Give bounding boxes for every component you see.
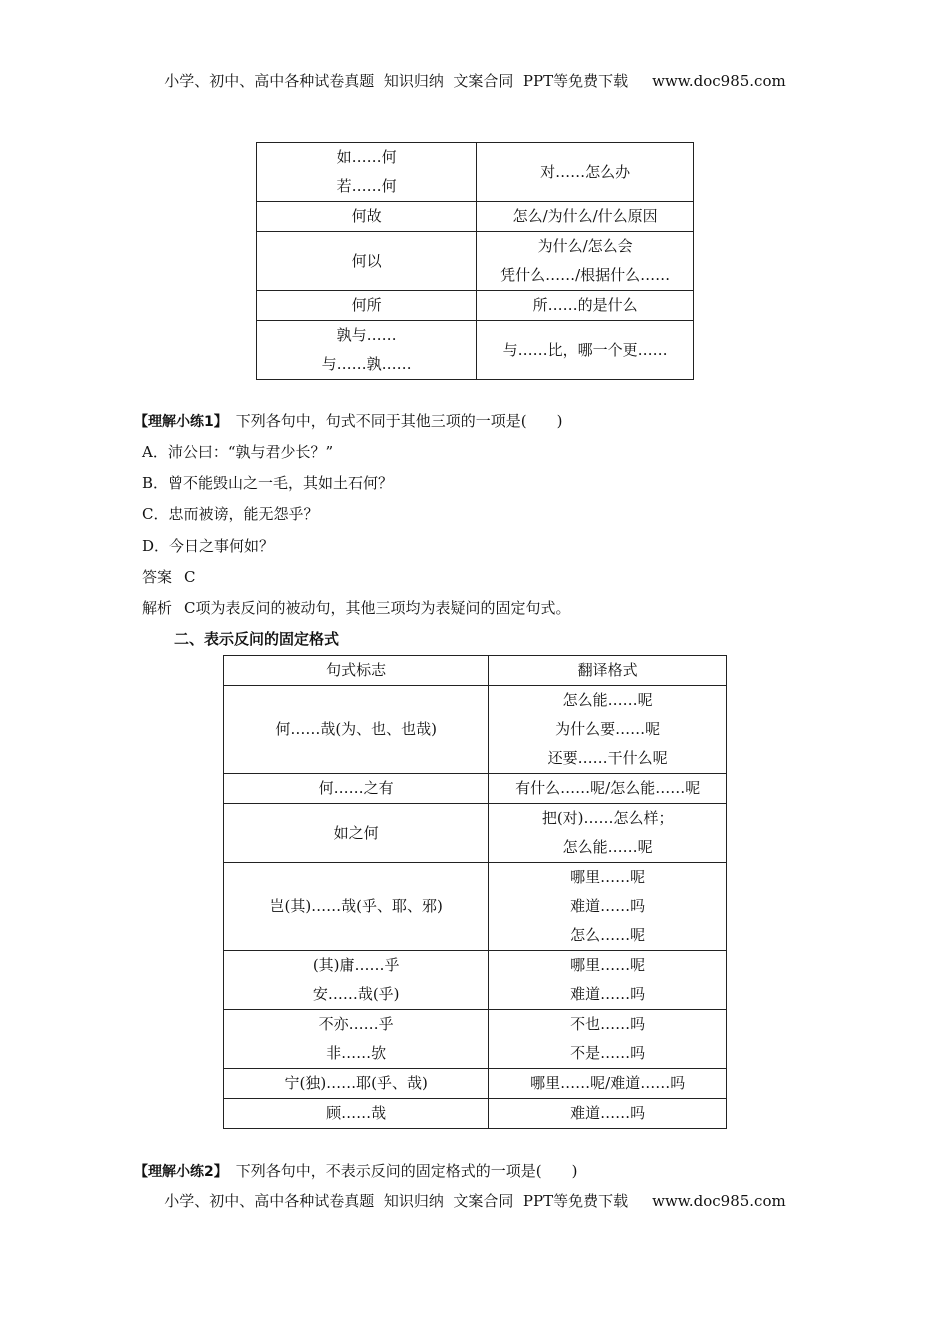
pattern-cell — [224, 1010, 489, 1069]
table-row — [257, 232, 694, 291]
pattern-cell — [224, 686, 489, 774]
exercise1-question-text: 下列各句中，句式不同于其他三项的一项是( ) — [235, 412, 563, 430]
cell-line: 为什么/怎么会 — [537, 237, 633, 255]
translation-cell — [489, 1099, 727, 1129]
cell-line: 若……何 — [336, 177, 397, 195]
page-header — [0, 70, 950, 91]
table-row — [224, 686, 727, 774]
translation-cell — [489, 774, 727, 804]
translation-cell — [489, 686, 727, 774]
cell-line: 难道……吗 — [570, 985, 646, 1003]
translation-cell — [477, 291, 694, 321]
pattern-cell — [224, 951, 489, 1010]
table-row — [257, 143, 694, 202]
answer-value: C — [184, 568, 196, 586]
cell-line: 安……哉(乎) — [312, 985, 400, 1003]
table2-header-translation: 翻译格式 — [489, 656, 727, 686]
table-row — [224, 1010, 727, 1069]
exercise1-option-a: A．沛公曰：“孰与君少长？” — [142, 443, 334, 461]
cell-line: 孰与…… — [336, 326, 397, 344]
cell-line: 所……的是什么 — [532, 296, 638, 314]
analysis-text: C项为表反问的被动句，其他三项均为表疑问的固定句式。 — [184, 599, 571, 617]
cell-line: 怎么能……呢 — [562, 838, 653, 856]
cell-line: 不也……吗 — [570, 1015, 646, 1033]
translation-cell — [489, 804, 727, 863]
fixed-pattern-table-1 — [256, 142, 694, 380]
table-row — [257, 202, 694, 232]
cell-line: (其)庸……乎 — [312, 956, 400, 974]
table2-header-pattern: 句式标志 — [224, 656, 489, 686]
exercise2-question — [134, 1160, 577, 1181]
cell-line: 不亦……乎 — [318, 1015, 394, 1033]
table-row — [224, 1069, 727, 1099]
cell-line: 怎么能……呢 — [562, 691, 653, 709]
exercise1-answer — [142, 566, 196, 587]
exercise1-option-c: C．忠而被谤，能无怨乎？ — [142, 505, 319, 523]
translation-cell — [489, 1069, 727, 1099]
cell-line: 何……哉(为、也、也哉) — [275, 720, 438, 738]
exercise1-option-b: B．曾不能毁山之一毛，其如土石何？ — [142, 474, 394, 492]
pattern-cell — [224, 774, 489, 804]
cell-line: 如……何 — [336, 148, 397, 166]
cell-line: 顾……哉 — [326, 1104, 387, 1122]
translation-cell — [489, 951, 727, 1010]
exercise2-tag: 【理解小练2】 — [134, 1164, 228, 1180]
pattern-cell — [257, 202, 477, 232]
exercise1-question — [134, 410, 562, 431]
table-row — [257, 321, 694, 380]
exercise1-tag: 【理解小练1】 — [134, 414, 228, 430]
table-row — [257, 291, 694, 321]
pattern-cell — [224, 1069, 489, 1099]
translation-cell — [477, 202, 694, 232]
table1-body — [257, 143, 694, 380]
cell-line: 何……之有 — [318, 779, 394, 797]
cell-line: 把(对)……怎么样； — [541, 809, 674, 827]
cell-line: 难道……吗 — [570, 897, 646, 915]
cell-line: 非……欤 — [326, 1044, 387, 1062]
translation-cell — [489, 863, 727, 951]
pattern-cell — [257, 321, 477, 380]
analysis-label: 解析 — [142, 599, 173, 617]
pattern-cell — [257, 143, 477, 202]
exercise1-option-d: D．今日之事何如？ — [142, 537, 275, 555]
footer-url: www.doc985.com — [652, 1192, 786, 1210]
exercise1-analysis — [142, 597, 571, 618]
cell-line: 哪里……呢 — [570, 956, 646, 974]
cell-line: 还要……干什么呢 — [547, 749, 668, 767]
cell-line: 与……孰…… — [321, 355, 412, 373]
cell-line: 怎么/为什么/什么原因 — [512, 207, 658, 225]
cell-line: 为什么要……呢 — [555, 720, 661, 738]
cell-line: 与……比，哪一个更…… — [502, 340, 668, 359]
translation-cell — [489, 1010, 727, 1069]
translation-cell — [477, 232, 694, 291]
cell-line: 哪里……呢 — [570, 868, 646, 886]
translation-cell — [477, 143, 694, 202]
table-row — [224, 774, 727, 804]
cell-line: 不是……吗 — [570, 1044, 646, 1062]
cell-line: 对……怎么办 — [540, 162, 631, 181]
cell-line: 如之何 — [333, 823, 379, 842]
footer-text: 小学、初中、高中各种试卷真题 知识归纳 文案合同 PPT等免费下载 — [164, 1192, 629, 1210]
table-row — [224, 1099, 727, 1129]
pattern-cell — [224, 804, 489, 863]
pattern-cell — [224, 863, 489, 951]
pattern-cell — [257, 291, 477, 321]
cell-line: 凭什么……/根据什么…… — [500, 266, 671, 284]
section2-title: 二、表示反问的固定格式 — [174, 630, 340, 648]
header-text: 小学、初中、高中各种试卷真题 知识归纳 文案合同 PPT等免费下载 — [164, 72, 629, 90]
table2-body — [224, 686, 727, 1129]
table-row — [224, 951, 727, 1010]
pattern-cell — [257, 232, 477, 291]
translation-cell — [477, 321, 694, 380]
header-url: www.doc985.com — [652, 72, 786, 90]
pattern-cell — [224, 1099, 489, 1129]
table-row — [224, 804, 727, 863]
cell-line: 宁(独)……耶(乎、哉) — [284, 1074, 428, 1092]
cell-line: 何以 — [351, 251, 382, 270]
answer-label: 答案 — [142, 568, 173, 586]
cell-line: 有什么……呢/怎么能……呢 — [515, 779, 701, 797]
cell-line: 哪里……呢/难道……吗 — [530, 1074, 686, 1092]
page-footer — [0, 1190, 950, 1211]
fixed-pattern-table-2 — [223, 655, 727, 1129]
cell-line: 难道……吗 — [570, 1104, 646, 1122]
cell-line: 怎么……呢 — [570, 926, 646, 944]
cell-line: 岂(其)……哉(乎、耶、邪) — [269, 897, 443, 915]
exercise2-question-text: 下列各句中，不表示反问的固定格式的一项是( ) — [235, 1162, 578, 1180]
table-row — [224, 863, 727, 951]
cell-line: 何故 — [351, 207, 382, 225]
cell-line: 何所 — [351, 296, 382, 314]
